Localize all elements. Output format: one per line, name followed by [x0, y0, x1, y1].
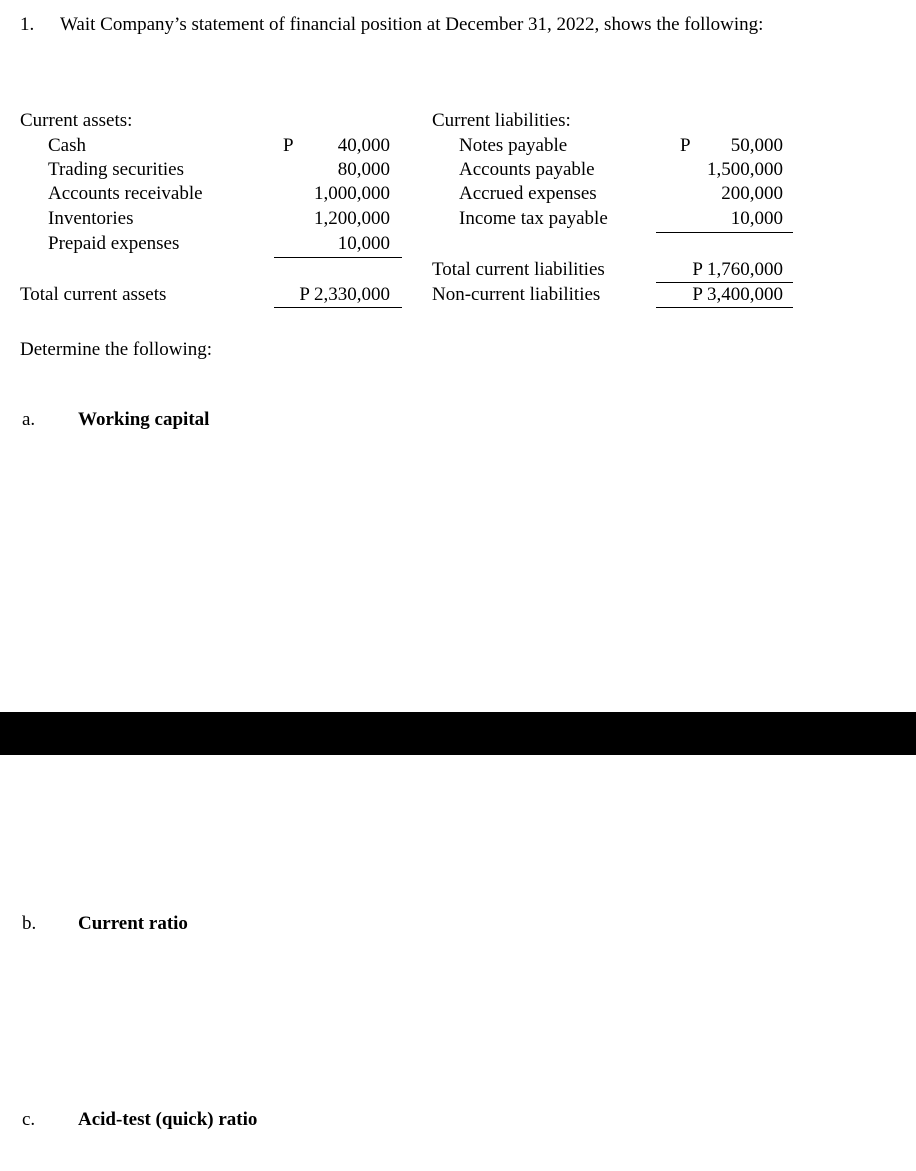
current-assets-heading: Current assets: [20, 110, 133, 131]
asset-label-trading-securities: Trading securities [48, 159, 184, 180]
noncurrent-liabilities-label: Non-current liabilities [432, 284, 601, 305]
part-b-title: Current ratio [78, 913, 188, 934]
question-number: 1. [20, 14, 35, 35]
asset-amount-cash: 40,000 [337, 135, 390, 156]
question-text: Wait Company’s statement of financial position at December 31, 2022, shows the following: [60, 14, 764, 35]
liabilities-total-rule [656, 282, 793, 283]
asset-label-cash: Cash [48, 135, 86, 156]
asset-currency-symbol: P [283, 135, 294, 156]
asset-label-accounts-receivable: Accounts receivable [48, 183, 203, 204]
liabilities-subtotal-rule [656, 232, 793, 233]
assets-total-rule [274, 307, 402, 308]
instruction-text: Determine the following: [20, 339, 213, 360]
asset-amount-accounts-receivable: 1,000,000 [314, 183, 390, 204]
noncurrent-liabilities-amount: P 3,400,000 [692, 284, 783, 305]
part-c-title: Acid-test (quick) ratio [78, 1109, 258, 1130]
liability-label-notes-payable: Notes payable [459, 135, 568, 156]
liability-currency-symbol: P [680, 135, 691, 156]
asset-amount-trading-securities: 80,000 [337, 159, 390, 180]
total-current-liabilities-label: Total current liabilities [432, 259, 605, 280]
asset-amount-inventories: 1,200,000 [314, 208, 390, 229]
part-a-title: Working capital [78, 409, 210, 430]
asset-label-inventories: Inventories [48, 208, 134, 229]
liability-amount-notes-payable: 50,000 [730, 135, 783, 156]
liability-amount-accounts-payable: 1,500,000 [707, 159, 783, 180]
liability-amount-income-tax-payable: 10,000 [730, 208, 783, 229]
redaction-bar [0, 712, 916, 755]
noncurrent-liabilities-rule [656, 307, 793, 308]
current-liabilities-heading: Current liabilities: [432, 110, 571, 131]
liability-amount-accrued-expenses: 200,000 [721, 183, 783, 204]
liability-label-accrued-expenses: Accrued expenses [459, 183, 597, 204]
part-a-letter: a. [22, 409, 36, 430]
total-current-assets-amount: P 2,330,000 [299, 284, 390, 305]
assets-subtotal-rule [274, 257, 402, 258]
total-current-liabilities-amount: P 1,760,000 [692, 259, 783, 280]
asset-label-prepaid-expenses: Prepaid expenses [48, 233, 180, 254]
liability-label-accounts-payable: Accounts payable [459, 159, 595, 180]
asset-amount-prepaid-expenses: 10,000 [337, 233, 390, 254]
part-b-letter: b. [22, 913, 37, 934]
total-current-assets-label: Total current assets [20, 284, 167, 305]
liability-label-income-tax-payable: Income tax payable [459, 208, 608, 229]
part-c-letter: c. [22, 1109, 36, 1130]
